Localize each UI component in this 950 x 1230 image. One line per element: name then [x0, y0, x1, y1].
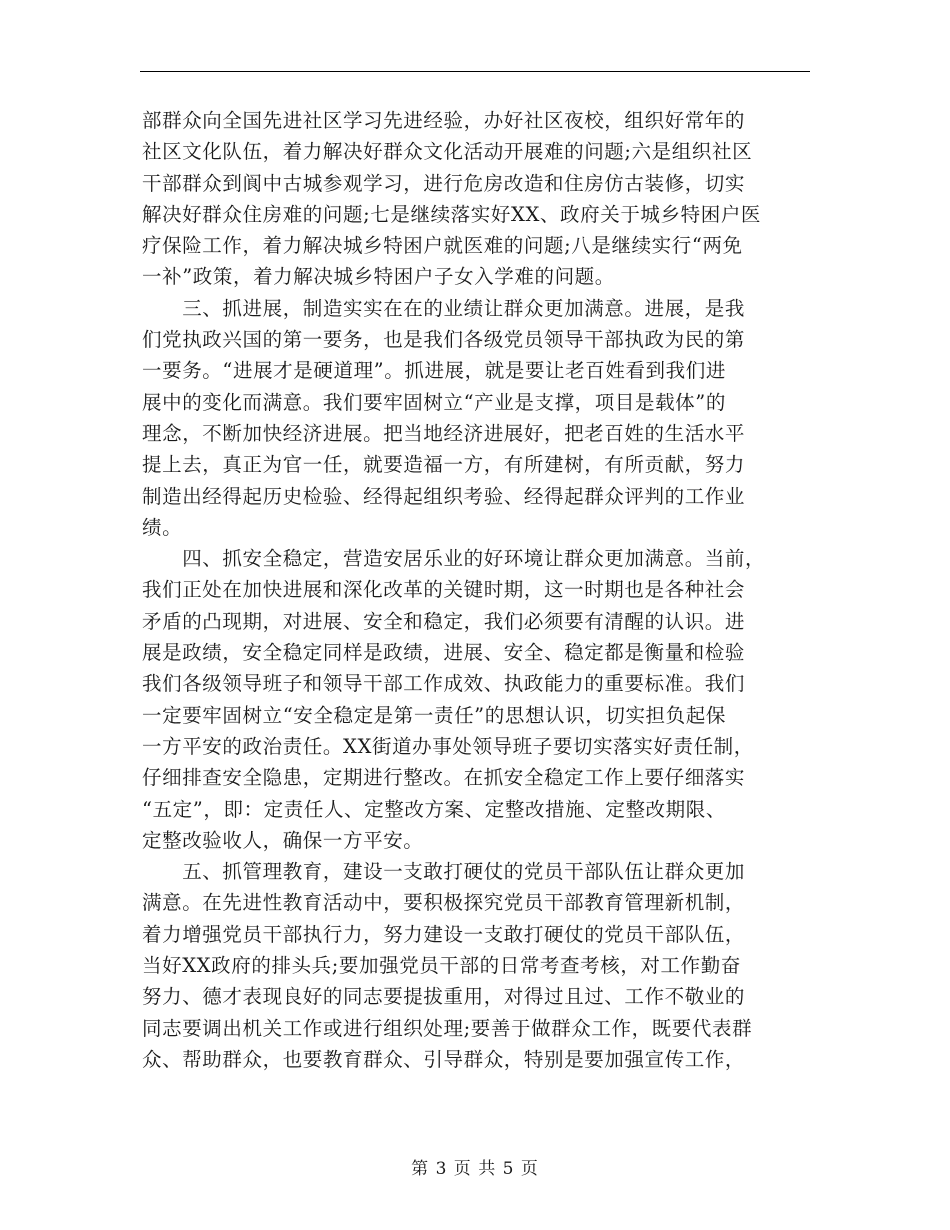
text-line: 解决好群众住房难的问题;七是继续落实好XX、政府关于城乡特困户医: [142, 202, 762, 226]
text-line: 一方平安的政治责任。XX街道办事处领导班子要切实落实好责任制，: [142, 734, 754, 758]
paragraph-section-four: [142, 543, 814, 856]
text-line: 们党执政兴国的第一要务，也是我们各级党员领导干部执政为民的第: [142, 328, 746, 352]
document-body: [142, 105, 814, 1075]
text-line: 一要务。“进展才是硬道理”。抓进展，就是要让老百姓看到我们进: [142, 359, 726, 383]
page-number-footer: 第 3 页 共 5 页: [411, 1159, 539, 1179]
text-line: 一补”政策，着力解决城乡特困户子女入学难的问题。: [142, 265, 615, 289]
text-line: 制造出经得起历史检验、经得起组织考验、经得起群众评判的工作业: [142, 484, 746, 508]
text-line: “五定”，即：定责任人、定整改方案、定整改措施、定整改期限、: [142, 797, 726, 821]
text-line: 仔细排查安全隐患，定期进行整改。在抓安全稳定工作上要仔细落实: [142, 766, 746, 790]
text-line: 定整改验收人，确保一方平安。: [142, 828, 424, 852]
text-line: 矛盾的凸现期，对进展、安全和稳定，我们必须要有清醒的认识。进: [142, 609, 746, 633]
text-line: 着力增强党员干部执行力，努力建设一支敢打硬仗的党员干部队伍，: [142, 922, 746, 946]
text-line: 提上去，真正为官一任，就要造福一方，有所建树，有所贡献，努力: [142, 453, 746, 477]
text-line: 五、抓管理教育，建设一支敢打硬仗的党员干部队伍让群众更加: [142, 860, 746, 884]
text-line: 一定要牢固树立“安全稳定是第一责任”的思想认识，切实担负起保: [142, 703, 726, 727]
text-line: 四、抓安全稳定，营造安居乐业的好环境让群众更加满意。当前，: [142, 547, 766, 571]
text-line: 我们正处在加快进展和深化改革的关键时期，这一时期也是各种社会: [142, 578, 746, 602]
text-line: 绩。: [142, 515, 183, 539]
text-line: 同志要调出机关工作或进行组织处理;要善于做群众工作，既要代表群: [142, 1016, 753, 1040]
header-rule: [140, 71, 810, 72]
text-line: 疗保险工作，着力解决城乡特困户就医难的问题;八是继续实行“两免: [142, 234, 743, 258]
paragraph-section-three: [142, 293, 814, 543]
text-line: 干部群众到阆中古城参观学习，进行危房改造和住房仿古装修，切实: [142, 171, 746, 195]
text-line: 展是政绩，安全稳定同样是政绩，进展、安全、稳定都是衡量和检验: [142, 641, 746, 665]
paragraph-continuation: [142, 105, 814, 293]
text-line: 满意。在先进性教育活动中，要积极探究党员干部教育管理新机制，: [142, 891, 746, 915]
text-line: 展中的变化而满意。我们要牢固树立“产业是支撑，项目是载体”的: [142, 390, 726, 414]
paragraph-section-five: [142, 856, 814, 1075]
text-line: 三、抓进展，制造实实在在的业绩让群众更加满意。进展，是我: [142, 296, 746, 320]
text-line: 社区文化队伍，着力解决好群众文化活动开展难的问题;六是组织社区: [142, 140, 753, 164]
text-line: 我们各级领导班子和领导干部工作成效、执政能力的重要标准。我们: [142, 672, 746, 696]
text-line: 努力、德才表现良好的同志要提拔重用，对得过且过、工作不敬业的: [142, 985, 746, 1009]
text-line: 理念，不断加快经济进展。把当地经济进展好，把老百姓的生活水平: [142, 421, 746, 445]
text-line: 众、帮助群众，也要教育群众、引导群众，特别是要加强宣传工作，: [142, 1047, 746, 1071]
text-line: 当好XX政府的排头兵;要加强党员干部的日常考查考核，对工作勤奋: [142, 954, 741, 978]
text-line: 部群众向全国先进社区学习先进经验，办好社区夜校，组织好常年的: [142, 109, 746, 132]
